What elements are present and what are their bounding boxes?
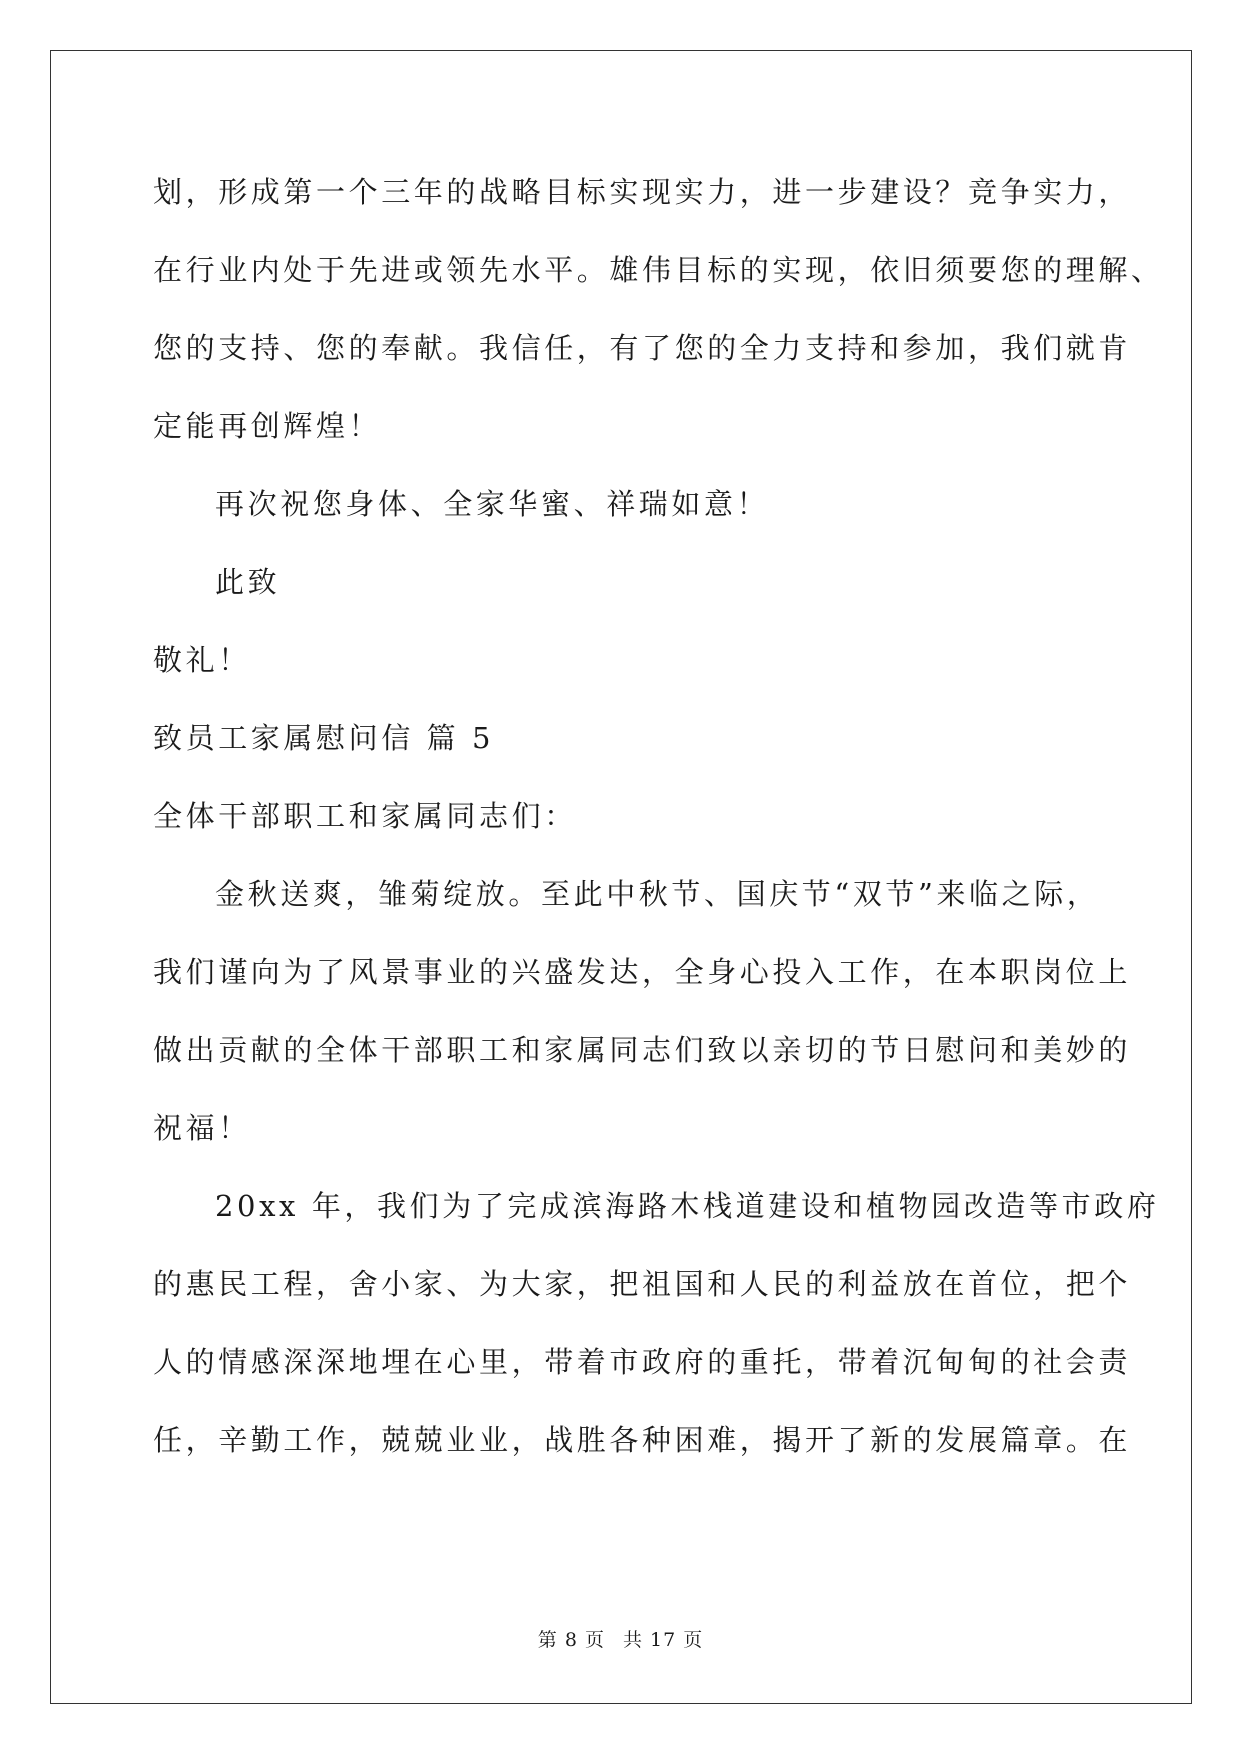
- salutation-cizhi: 此致: [215, 565, 281, 599]
- body-line-12: 做出贡献的全体干部职工和家属同志们致以亲切的节日慰问和美妙的: [153, 1033, 1132, 1067]
- body-line-3: 您的支持、您的奉献。我信任，有了您的全力支持和参加，我们就肯: [153, 331, 1132, 365]
- body-line-2: 在行业内处于先进或领先水平。雄伟目标的实现，依旧须要您的理解、: [153, 253, 1164, 287]
- page-footer: [0, 1628, 1241, 1652]
- greeting-line: 全体干部职工和家属同志们：: [153, 799, 577, 833]
- body-line-16: 人的情感深深地埋在心里，带着市政府的重托，带着沉甸甸的社会责: [153, 1345, 1132, 1379]
- body-line-13: 祝福！: [153, 1111, 251, 1145]
- body-line-11: 我们谨向为了风景事业的兴盛发达，全身心投入工作，在本职岗位上: [153, 955, 1132, 989]
- salutation-jingli: 敬礼！: [153, 643, 251, 677]
- body-line-10: 金秋送爽，雏菊绽放。至此中秋节、国庆节“双节”来临之际，: [215, 877, 1100, 911]
- page-number-total: 共 17 页: [622, 1629, 704, 1651]
- body-line-15: 的惠民工程，舍小家、为大家，把祖国和人民的利益放在首位，把个: [153, 1267, 1132, 1301]
- body-line-4: 定能再创辉煌！: [153, 409, 382, 443]
- page-number-current: 第 8 页: [537, 1629, 605, 1651]
- closing-wish: 再次祝您身体、全家华蜜、祥瑞如意！: [215, 487, 770, 521]
- section-title: 致员工家属慰问信 篇 5: [153, 721, 495, 755]
- body-line-1: 划，形成第一个三年的战略目标实现实力，进一步建设？竞争实力，: [153, 175, 1132, 209]
- body-line-14: 20xx 年，我们为了完成滨海路木栈道建设和植物园改造等市政府: [215, 1189, 1160, 1223]
- body-line-17: 任，辛勤工作，兢兢业业，战胜各种困难，揭开了新的发展篇章。在: [153, 1423, 1132, 1457]
